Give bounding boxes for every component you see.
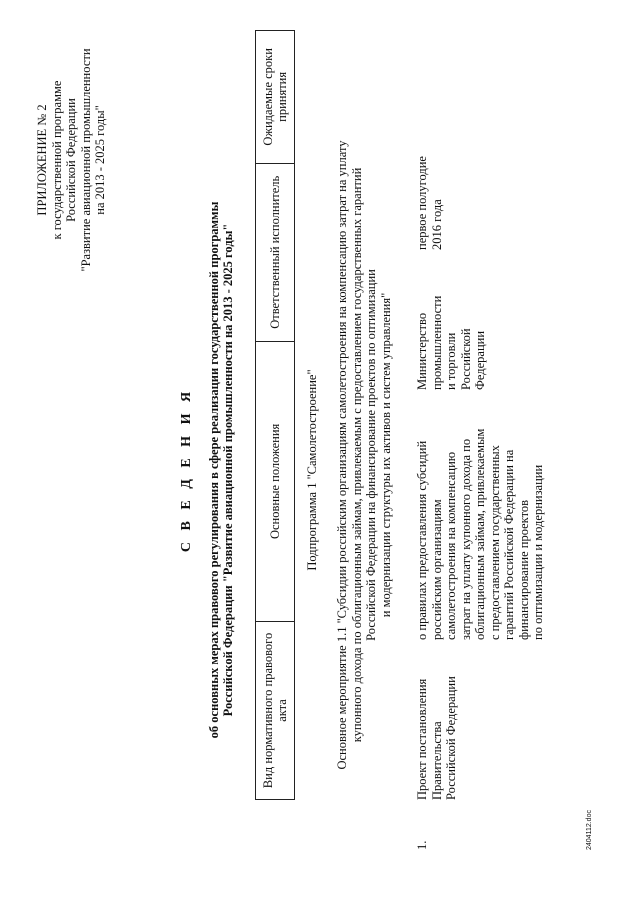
column-header: Вид нормативного правового акта — [256, 621, 295, 799]
column-header: Ответственный исполнитель — [256, 163, 295, 341]
cell-line: первое полугодие — [415, 156, 429, 250]
measures-table-header — [255, 30, 295, 800]
row-type-cell — [415, 640, 459, 800]
row-executor-cell — [415, 250, 488, 390]
cell-line: Проект постановления — [415, 678, 429, 800]
cell-line: затрат на уплату купонного дохода по — [458, 438, 473, 640]
appendix-line: к государственной программе — [49, 80, 64, 240]
cell-line: облигационным займам, привлекаемым — [473, 428, 487, 640]
cell-line: с предоставлением государственных — [487, 445, 502, 640]
title-heading: С В Е Д Е Н И Я — [179, 387, 194, 553]
cell-line: о правилах предоставления субсидий — [415, 440, 429, 640]
cell-line: по оптимизации и модернизации — [531, 464, 545, 640]
appendix-line: Российской Федерации — [64, 98, 78, 222]
column-header: Ожидаемые сроки принятия — [256, 31, 295, 164]
appendix-line: на 2013 - 2025 годы" — [93, 105, 107, 215]
row-number: 1. — [415, 840, 429, 850]
cell-line: гарантий Российской Федерации на — [502, 449, 516, 640]
appendix-line: "Развитие авиационной промышленности — [78, 48, 93, 272]
event-line: и модернизации структуры их активов и систем управления" — [378, 292, 393, 618]
cell-line: и торговли — [444, 332, 458, 390]
cell-line: Российской — [458, 328, 473, 390]
cell-line: Правительства — [429, 721, 444, 800]
row-content-cell — [415, 390, 546, 640]
cell-line: финансирование проектов — [516, 499, 531, 640]
appendix-header — [35, 30, 108, 290]
document-page — [35, 30, 595, 850]
appendix-title: ПРИЛОЖЕНИЕ № 2 — [35, 104, 49, 216]
cell-line: российским организациям — [429, 499, 444, 640]
file-footer: 2404112.doc — [586, 810, 593, 850]
main-event — [335, 60, 393, 850]
event-line: купонного дохода по облигационным займам, привлекаемым с предоставлением государственных гарантий — [349, 167, 364, 743]
title-line: Российской Федерации "Развитие авиационной промышленности на 2013 - 2025 годы" — [221, 223, 235, 717]
cell-line: Федерации — [473, 330, 487, 390]
column-header: Основные положения — [256, 341, 295, 621]
cell-line: самолетостроения на компенсацию — [444, 451, 458, 640]
row-term-cell — [415, 90, 444, 250]
document-title — [180, 90, 236, 850]
event-line: Российской Федерации на финансирование проектов по оптимизации — [364, 269, 378, 641]
subprogram-heading: Подпрограмма 1 "Самолетостроение" — [305, 369, 319, 571]
cell-line: Министерство — [415, 312, 429, 390]
title-line: об основных мерах правового регулирования в сфере реализации государственной программы — [206, 201, 221, 739]
cell-line: Российской Федерации — [444, 676, 458, 800]
cell-line: промышленности — [429, 295, 444, 390]
event-line: Основное мероприятие 1.1 "Субсидии российским организациям самолетостроения на компенсацию затрат на уплату — [335, 140, 349, 770]
cell-line: 2016 года — [429, 199, 444, 250]
